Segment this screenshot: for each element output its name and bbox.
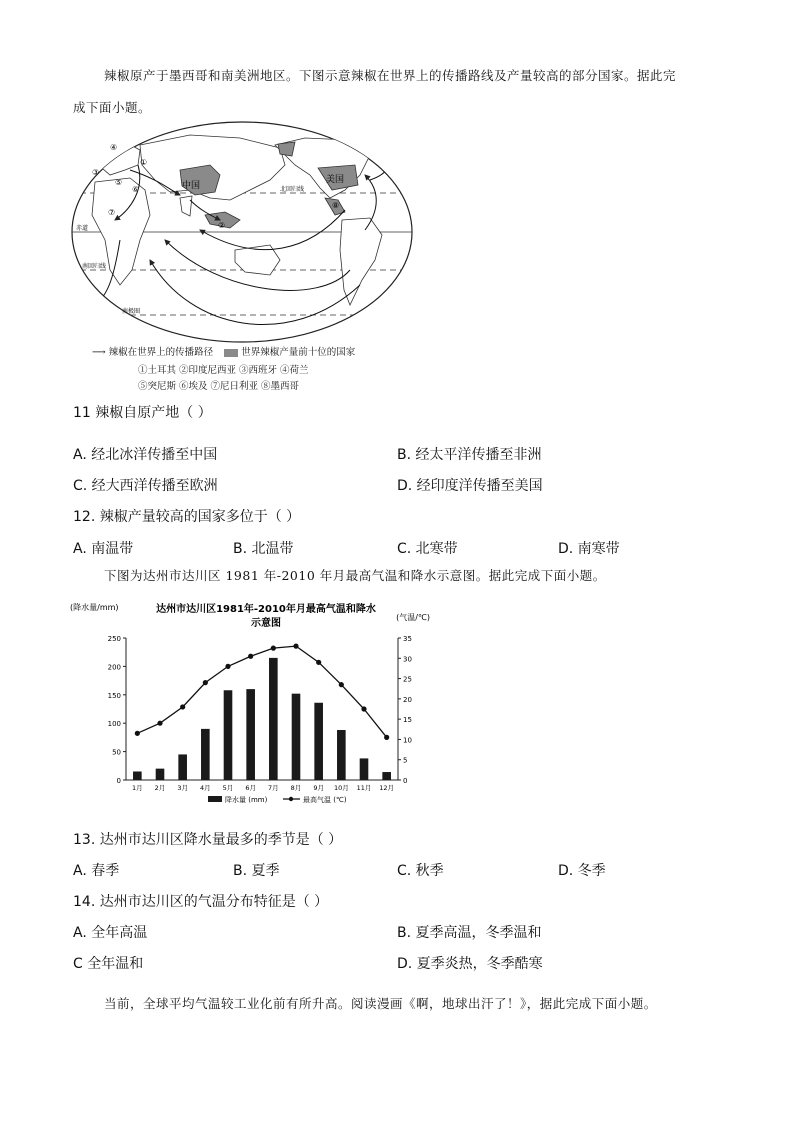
q14-option-c[interactable]: C 全年温和 <box>73 956 144 972</box>
x-tick-label: 4月 <box>200 784 211 792</box>
x-tick-label: 10月 <box>333 784 349 792</box>
q11-option-b[interactable]: B. 经太平洋传播至非洲 <box>397 447 542 463</box>
q13-option-a[interactable]: A. 春季 <box>73 863 120 879</box>
x-tick-label: 12月 <box>379 784 395 792</box>
q12-option-c[interactable]: C. 北寒带 <box>397 541 458 557</box>
q11-option-d[interactable]: D. 经印度洋传播至美国 <box>397 478 543 494</box>
legend-top10-label: 世界辣椒产量前十位的国家 <box>241 347 356 358</box>
label-antarctic-circle: 南极圈 <box>122 308 141 315</box>
map-legend <box>92 344 422 358</box>
legend-route-label: 辣椒在世界上的传播路径 <box>108 347 214 358</box>
marker-4: ④ <box>110 143 118 152</box>
question-13-stem: 13. 达州市达川区降水量最多的季节是（ ） <box>73 832 343 848</box>
precip-bar <box>292 694 301 780</box>
temperature-point <box>316 660 321 665</box>
chart-subtitle: 示意图 <box>251 618 281 629</box>
legend-precip-label: 降水量 (mm) <box>225 796 268 804</box>
legend-line-point <box>289 797 293 801</box>
legend-country-swatch <box>224 349 238 357</box>
y-left-tick-label: 50 <box>112 748 121 757</box>
y-right-tick-label: 30 <box>403 655 412 664</box>
x-tick-label: 1月 <box>132 784 143 792</box>
q13-option-b[interactable]: B. 夏季 <box>233 863 280 879</box>
x-tick-label: 2月 <box>154 784 166 792</box>
q11-option-c[interactable]: C. 经大西洋传播至欧洲 <box>73 478 218 494</box>
y-left-tick-label: 100 <box>107 720 121 729</box>
chart-title: 达州市达川区1981年-2010年月最高气温和降水 <box>156 604 376 615</box>
y-left-tick-label: 200 <box>107 663 121 672</box>
q13-option-d[interactable]: D. 冬季 <box>558 863 606 879</box>
temperature-point <box>225 664 230 669</box>
temperature-point <box>339 682 344 687</box>
x-tick-label: 11月 <box>356 784 372 792</box>
y-left-tick-label: 150 <box>107 691 121 700</box>
world-map-svg <box>70 120 415 350</box>
precip-bar <box>269 658 278 780</box>
marker-2: ② <box>218 221 226 230</box>
y-right-tick-label: 10 <box>403 736 412 745</box>
route-arrow-icon: ⟶ <box>92 347 106 358</box>
x-tick-label: 6月 <box>245 784 256 792</box>
marker-6: ⑥ <box>132 185 140 194</box>
temperature-line <box>137 646 386 737</box>
marker-3: ③ <box>92 168 100 177</box>
temperature-point <box>180 704 185 709</box>
intro-paragraph-2: 下图为达州市达川区 1981 年-2010 年月最高气温和降水示意图。据此完成下面小题。 <box>104 568 606 583</box>
precip-bar <box>382 772 391 780</box>
x-tick-label: 5月 <box>222 784 234 792</box>
precip-bar <box>246 689 255 780</box>
temperature-point <box>135 731 140 736</box>
q12-option-b[interactable]: B. 北温带 <box>233 541 294 557</box>
legend-temp-label: 最高气温 (℃) <box>303 796 347 804</box>
precip-bar <box>360 758 369 780</box>
q12-option-a[interactable]: A. 南温带 <box>73 541 134 557</box>
climate-chart-svg <box>68 598 438 813</box>
precip-bar <box>201 729 210 780</box>
marker-8: ⑧ <box>332 201 340 210</box>
y-left-tick-label: 0 <box>116 777 121 785</box>
legend-row-2: ⑤突尼斯 ⑥埃及 ⑦尼日利亚 ⑧墨西哥 <box>138 381 300 392</box>
intro-paragraph-1-line-1: 辣椒原产于墨西哥和南美洲地区。下图示意辣椒在世界上的传播路线及产量较高的部分国家。据此完 <box>104 68 677 83</box>
legend-bar-swatch <box>208 796 222 802</box>
intro-paragraph-3: 当前，全球平均气温较工业化前有所升高。阅读漫画《啊，地球出汗了！》，据此完成下面小题。 <box>104 996 657 1011</box>
q14-option-a[interactable]: A. 全年高温 <box>73 925 148 941</box>
legend-row-1: ①土耳其 ②印度尼西亚 ③西班牙 ④荷兰 <box>138 365 309 376</box>
temperature-point <box>248 654 253 659</box>
y-right-tick-label: 5 <box>403 756 408 765</box>
precip-bar <box>314 703 323 780</box>
x-tick-label: 3月 <box>177 784 188 792</box>
y-right-tick-label: 35 <box>403 635 412 643</box>
q14-option-b[interactable]: B. 夏季高温，冬季温和 <box>397 925 542 941</box>
temperature-point <box>384 735 389 740</box>
y-left-tick-label: 250 <box>107 635 121 643</box>
marker-7: ⑦ <box>108 208 116 217</box>
x-tick-label: 9月 <box>313 784 324 792</box>
precip-bar <box>133 771 142 780</box>
temperature-point <box>293 644 298 649</box>
temperature-point <box>271 646 276 651</box>
temperature-point <box>203 680 208 685</box>
y-axis-left-label: (降水量/mm) <box>70 603 119 612</box>
question-12-stem: 12. 辣椒产量较高的国家多位于（ ） <box>73 509 301 525</box>
q12-option-d[interactable]: D. 南寒带 <box>558 541 620 557</box>
precip-bar <box>337 730 346 780</box>
precip-bar <box>178 754 187 780</box>
label-tropic-capricorn: 南回归线 <box>82 263 107 270</box>
marker-1: ① <box>140 158 148 167</box>
x-tick-label: 8月 <box>290 784 302 792</box>
q11-option-a[interactable]: A. 经北冰洋传播至中国 <box>73 447 218 463</box>
y-right-tick-label: 0 <box>403 777 408 785</box>
pepper-spread-map <box>70 120 415 390</box>
y-axis-right-label: (气温/℃) <box>396 613 430 622</box>
precip-bar <box>156 769 165 780</box>
label-equator: 赤道 <box>76 225 89 232</box>
temperature-point <box>157 721 162 726</box>
q14-option-d[interactable]: D. 夏季炎热，冬季酷寒 <box>397 956 543 972</box>
y-right-tick-label: 20 <box>403 695 412 704</box>
label-tropic-cancer: 北回归线 <box>280 186 305 193</box>
y-right-tick-label: 15 <box>403 716 412 725</box>
q13-option-c[interactable]: C. 秋季 <box>397 863 444 879</box>
precip-bar <box>224 690 233 780</box>
label-china: 中国 <box>182 181 201 191</box>
marker-5: ⑤ <box>115 178 123 187</box>
x-tick-label: 7月 <box>268 784 279 792</box>
intro-paragraph-1-line-2: 成下面小题。 <box>73 100 152 115</box>
temperature-point <box>361 706 366 711</box>
question-14-stem: 14. 达州市达川区的气温分布特征是（ ） <box>73 894 329 910</box>
label-usa: 美国 <box>326 175 345 185</box>
climate-chart <box>68 598 438 813</box>
y-right-tick-label: 25 <box>403 675 412 684</box>
question-11-stem: 11 辣椒自原产地（ ） <box>73 405 212 421</box>
